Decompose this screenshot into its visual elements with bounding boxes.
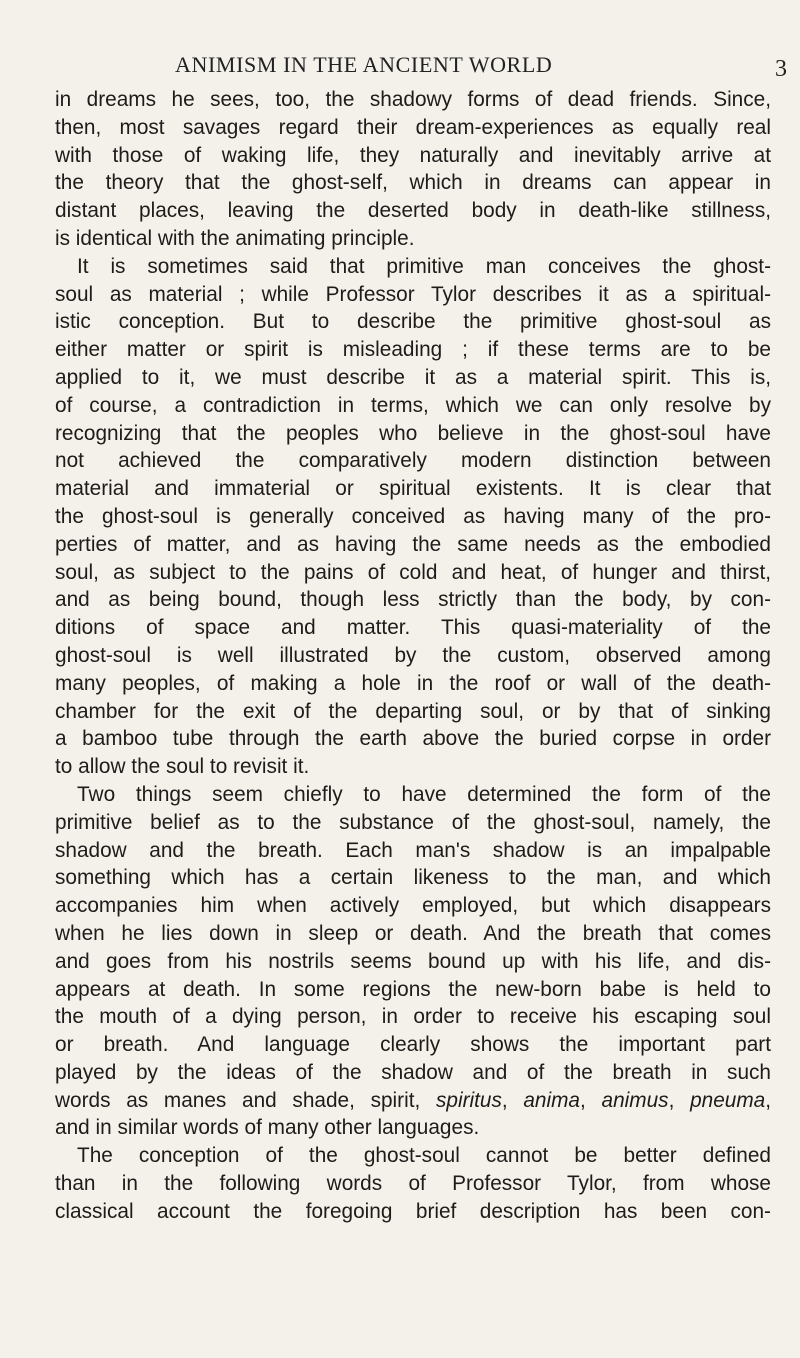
text-line: not achieved the comparatively modern distinction between [55, 449, 771, 473]
page-header [55, 40, 787, 82]
page-number: 3 [775, 56, 787, 82]
text-line: is identical with the animating principle. [55, 226, 415, 250]
text-line: when he lies down in sleep or death. And the breath that comes [55, 921, 771, 945]
running-head: ANIMISM IN THE ANCIENT WORLD [175, 52, 553, 77]
text-line: primitive belief as to the substance of the ghost-soul, namely, the [55, 810, 771, 834]
text-line: distant places, leaving the deserted body in death-like stillness, [55, 199, 771, 223]
text-line: ghost-soul is well illustrated by the custom, observed among [55, 643, 771, 667]
text-line: istic conception. But to describe the primitive ghost-soul as [55, 310, 771, 334]
body-text [55, 86, 771, 1226]
text-line: perties of matter, and as having the same needs as the embodied [55, 532, 771, 556]
text-line: either matter or spirit is misleading ; if these terms are to be [55, 338, 771, 362]
text-line: shadow and the breath. Each man's shadow is an impalpable [55, 838, 771, 862]
text-line: material and immaterial or spiritual existents. It is clear that [55, 477, 771, 501]
text-line: to allow the soul to revisit it. [55, 755, 310, 779]
text-line: something which has a certain likeness to the man, and which [55, 866, 771, 890]
text-line: the ghost-soul is generally conceived as having many of the pro- [55, 504, 771, 528]
text-line: or breath. And language clearly shows the important part [55, 1033, 771, 1057]
text-line: a bamboo tube through the earth above the buried corpse in order [55, 727, 771, 751]
text-line: then, most savages regard their dream-experiences as equally real [55, 115, 771, 139]
text-line: words as manes and shade, spirit, spiritus, anima, animus, pneuma, [55, 1088, 771, 1112]
text-line: the mouth of a dying person, in order to receive his escaping soul [55, 1005, 771, 1029]
text-line: chamber for the exit of the departing soul, or by that of sinking [55, 699, 771, 723]
text-line: soul, as subject to the pains of cold and heat, of hunger and thirst, [55, 560, 771, 584]
text-line: than in the following words of Professor Tylor, from whose [55, 1172, 771, 1196]
text-line: appears at death. In some regions the new-born babe is held to [55, 977, 771, 1001]
text-line: in dreams he sees, too, the shadowy forms of dead friends. Since, [55, 88, 771, 111]
text-line: The conception of the ghost-soul cannot be better defined [77, 1144, 771, 1168]
text-line: soul as material ; while Professor Tylor describes it as a spiritual- [55, 282, 771, 306]
text-line: with those of waking life, they naturally and inevitably arrive at [55, 143, 771, 167]
text-line: Two things seem chiefly to have determined the form of the [77, 782, 771, 806]
text-line: recognizing that the peoples who believe in the ghost-soul have [55, 421, 771, 445]
text-line: applied to it, we must describe it as a material spirit. This is, [55, 365, 771, 389]
text-line: many peoples, of making a hole in the roof or wall of the death- [55, 671, 771, 695]
text-line: It is sometimes said that primitive man conceives the ghost- [77, 254, 771, 278]
text-line: and as being bound, though less strictly than the body, by con- [55, 588, 771, 612]
text-line: and goes from his nostrils seems bound up with his life, and dis- [55, 949, 771, 973]
text-line: the theory that the ghost-self, which in dreams can appear in [55, 171, 771, 195]
text-line: classical account the foregoing brief description has been con- [55, 1199, 771, 1223]
text-line: accompanies him when actively employed, but which disappears [55, 894, 771, 918]
text-line: ditions of space and matter. This quasi-materiality of the [55, 616, 771, 640]
text-line: of course, a contradiction in terms, which we can only resolve by [55, 393, 771, 417]
text-line: played by the ideas of the shadow and of the breath in such [55, 1060, 771, 1084]
text-line: and in similar words of many other languages. [55, 1116, 480, 1140]
